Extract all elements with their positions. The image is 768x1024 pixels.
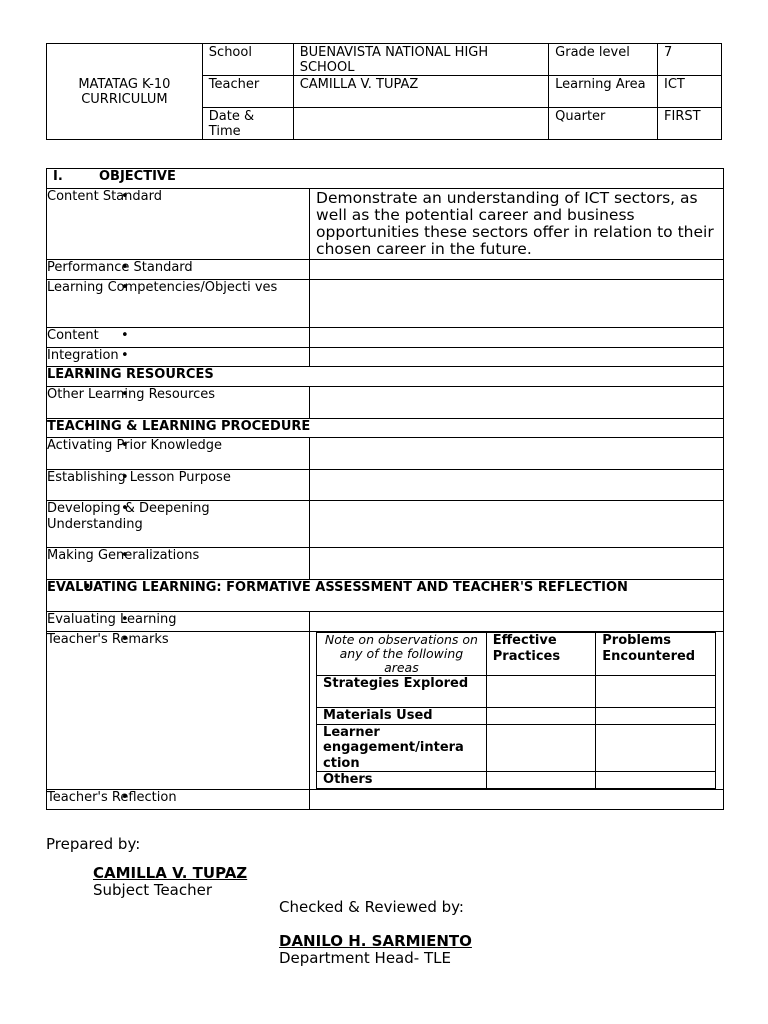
- school-value: BUENAVISTA NATIONAL HIGH SCHOOL: [293, 44, 548, 76]
- evaluating-learning-label: • Evaluating Learning: [47, 612, 310, 632]
- integration-value: [310, 348, 724, 367]
- other-resources-value: [310, 387, 724, 419]
- performance-standard-value: [310, 260, 724, 280]
- col-effective-practices: Effective Practices: [486, 633, 596, 676]
- checked-by-label: Checked & Reviewed by:: [279, 898, 464, 916]
- teachers-remarks-label: • Teacher's Remarks: [47, 632, 310, 790]
- col-problems-encountered: Problems Encountered: [596, 633, 716, 676]
- activating-value: [310, 438, 724, 470]
- grade-label: Grade level: [549, 44, 658, 76]
- row-effective-cell: [486, 724, 596, 772]
- area-label: Learning Area: [549, 76, 658, 108]
- generalizations-label: • Making Generalizations: [47, 548, 310, 580]
- row-label: Strategies Explored: [317, 676, 487, 708]
- teacher-label: Teacher: [202, 76, 293, 108]
- row-label: Learner engagement/intera ction: [317, 724, 487, 772]
- developing-value: [310, 501, 724, 548]
- establishing-label: • Establishing Lesson Purpose: [47, 470, 310, 501]
- objective-number: I.: [53, 169, 63, 184]
- header-table: [46, 43, 722, 140]
- integration-label: • Integration: [47, 348, 310, 367]
- teacher-value: CAMILLA V. TUPAZ: [293, 76, 548, 108]
- teachers-remarks-value: [310, 632, 724, 790]
- objective-heading: [47, 169, 724, 189]
- school-label: School: [202, 44, 293, 76]
- teachers-reflection-value: [310, 789, 724, 809]
- date-value: [293, 108, 548, 140]
- row-label: Others: [317, 772, 487, 789]
- remarks-note: Note on observations on any of the following areas: [317, 633, 487, 676]
- prepared-by-title: Subject Teacher: [93, 881, 213, 899]
- establishing-value: [310, 470, 724, 501]
- checked-by-name: DANILO H. SARMIENTO: [279, 932, 472, 950]
- row-problems-cell: [596, 676, 716, 708]
- activating-label: • Activating Prior Knowledge: [47, 438, 310, 470]
- row-effective-cell: [486, 708, 596, 725]
- row-problems-cell: [596, 724, 716, 772]
- row-effective-cell: [486, 772, 596, 789]
- learning-resources-heading: • LEARNING RESOURCES: [47, 367, 724, 387]
- row-label: Materials Used: [317, 708, 487, 725]
- developing-label: • Developing & Deepening Understanding: [47, 501, 310, 548]
- learning-competencies-value: [310, 280, 724, 328]
- prepared-by-name: CAMILLA V. TUPAZ: [93, 864, 248, 882]
- quarter-value: FIRST: [658, 108, 722, 140]
- prepared-by-label: Prepared by:: [46, 835, 141, 853]
- learning-competencies-label: • Learning Competencies/Objecti ves: [47, 280, 310, 328]
- grade-value: 7: [658, 44, 722, 76]
- content-standard-label: • Content Standard: [47, 189, 310, 260]
- date-label: Date & Time: [202, 108, 293, 140]
- evaluating-learning-value: [310, 612, 724, 632]
- row-effective-cell: [486, 676, 596, 708]
- objective-title: OBJECTIVE: [99, 169, 176, 184]
- remarks-table: [316, 632, 716, 789]
- row-problems-cell: [596, 708, 716, 725]
- checked-by-title: Department Head- TLE: [279, 949, 451, 967]
- other-resources-label: • Other Learning Resources: [47, 387, 310, 419]
- content-standard-value: Demonstrate an understanding of ICT sectors, as well as the potential career and business opportunities these sectors offer in relation to their chosen career in the future.: [310, 189, 724, 260]
- area-value: ICT: [658, 76, 722, 108]
- row-problems-cell: [596, 772, 716, 789]
- quarter-label: Quarter: [549, 108, 658, 140]
- lesson-plan-table: [46, 168, 724, 810]
- curriculum-label: MATATAG K-10 CURRICULUM: [78, 77, 171, 107]
- content-value: [310, 328, 724, 348]
- curriculum-cell: [47, 44, 203, 140]
- content-label: • Content: [47, 328, 310, 348]
- teachers-reflection-label: • Teacher's Reflection: [47, 789, 310, 809]
- generalizations-value: [310, 548, 724, 580]
- procedure-heading: • TEACHING & LEARNING PROCEDURE: [47, 419, 724, 438]
- performance-standard-label: • Performance Standard: [47, 260, 310, 280]
- evaluating-heading: • EVALUATING LEARNING: FORMATIVE ASSESSMENT AND TEACHER'S REFLECTION: [47, 580, 724, 612]
